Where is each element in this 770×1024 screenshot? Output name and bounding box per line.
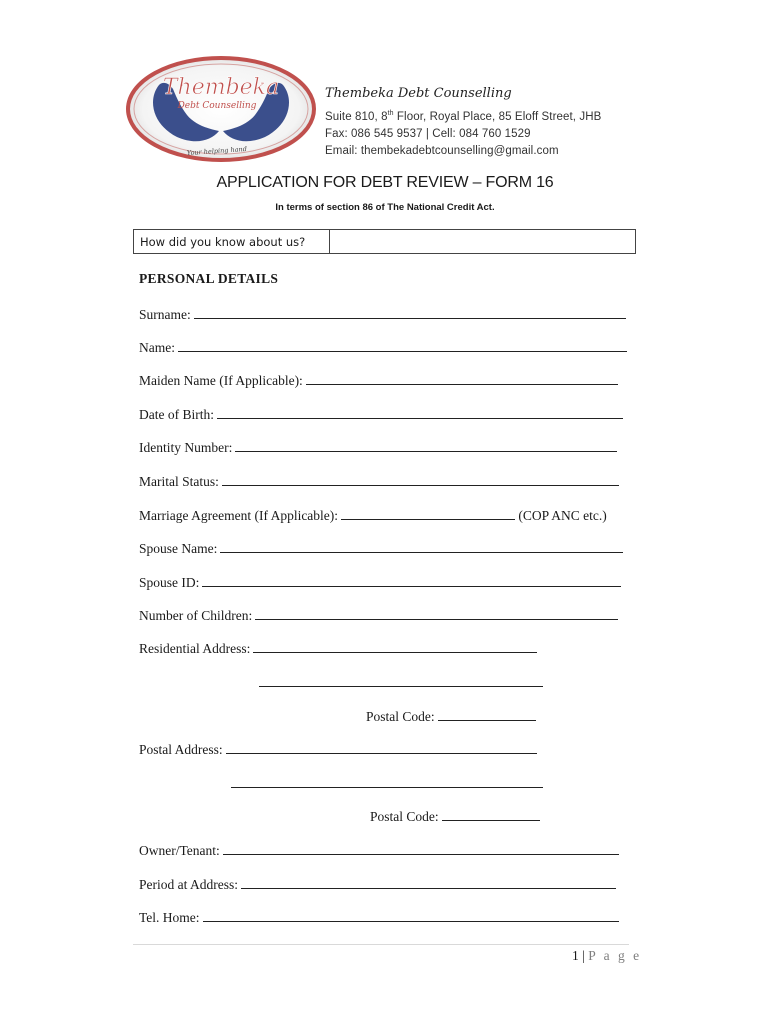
tel-home-field[interactable] xyxy=(139,909,619,926)
postal-postal-code-label: Postal Code: xyxy=(370,809,439,824)
name-label: Name: xyxy=(139,340,175,355)
maiden-name-field[interactable] xyxy=(139,372,618,389)
logo-sub: Debt Counselling xyxy=(177,101,257,111)
spouse-name-line[interactable] xyxy=(220,540,623,553)
page-separator: | xyxy=(582,948,585,963)
postal-address-field[interactable] xyxy=(139,741,537,758)
name-line[interactable] xyxy=(178,339,627,352)
owner-tenant-line[interactable] xyxy=(223,842,619,855)
postal-address-label: Postal Address: xyxy=(139,742,223,757)
residential-address-line-1[interactable] xyxy=(253,640,537,653)
id-number-field[interactable] xyxy=(139,439,617,456)
surname-line[interactable] xyxy=(194,306,626,319)
marriage-agreement-label: Marriage Agreement (If Applicable): xyxy=(139,508,339,523)
postal-address-line-2[interactable] xyxy=(231,775,543,792)
page-label: P a g e xyxy=(588,948,642,963)
id-number-line[interactable] xyxy=(235,439,617,452)
logo-tagline: Your helping hand xyxy=(186,144,248,158)
company-address: Suite 810, 8th Floor, Royal Place, 85 Eloff Street, JHB xyxy=(325,110,602,123)
marital-status-field[interactable] xyxy=(139,473,619,490)
page-number: 1 xyxy=(572,948,579,963)
referral-box xyxy=(133,229,636,254)
referral-label: How did you know about us? xyxy=(134,230,330,253)
page-footer xyxy=(572,948,642,964)
form-subtitle: In terms of section 86 of The National Credit Act. xyxy=(275,202,495,213)
residential-postal-code-line[interactable] xyxy=(438,708,536,721)
children-field[interactable] xyxy=(139,607,618,624)
tel-home-line[interactable] xyxy=(203,909,619,922)
period-at-address-field[interactable] xyxy=(139,876,616,893)
spouse-name-field[interactable] xyxy=(139,540,623,557)
marriage-agreement-suffix: (COP ANC etc.) xyxy=(518,508,607,523)
company-name: Thembeka Debt Counselling xyxy=(325,86,512,101)
marriage-agreement-line[interactable] xyxy=(341,507,515,520)
name-field[interactable] xyxy=(139,339,627,356)
dob-field[interactable] xyxy=(139,406,623,423)
maiden-name-label: Maiden Name (If Applicable): xyxy=(139,373,303,388)
tel-home-label: Tel. Home: xyxy=(139,910,200,925)
marriage-agreement-field[interactable] xyxy=(139,507,607,524)
postal-postal-code-line[interactable] xyxy=(442,808,540,821)
period-at-address-line[interactable] xyxy=(241,876,616,889)
company-contact: Fax: 086 545 9537 | Cell: 084 760 1529 xyxy=(325,127,531,140)
period-at-address-label: Period at Address: xyxy=(139,877,238,892)
residential-postal-code-field[interactable] xyxy=(366,708,536,725)
residential-postal-code-label: Postal Code: xyxy=(366,709,435,724)
children-line[interactable] xyxy=(255,607,618,620)
surname-field[interactable] xyxy=(139,306,626,323)
postal-address-line-1[interactable] xyxy=(226,741,537,754)
surname-label: Surname: xyxy=(139,307,191,322)
maiden-name-line[interactable] xyxy=(306,372,618,385)
referral-input[interactable] xyxy=(330,230,635,253)
form-title: APPLICATION FOR DEBT REVIEW – FORM 16 xyxy=(216,174,554,191)
residential-address-label: Residential Address: xyxy=(139,641,251,656)
section-heading-personal-details: PERSONAL DETAILS xyxy=(139,271,279,286)
spouse-name-label: Spouse Name: xyxy=(139,541,218,556)
children-label: Number of Children: xyxy=(139,608,253,623)
id-number-label: Identity Number: xyxy=(139,440,233,455)
marital-status-label: Marital Status: xyxy=(139,474,219,489)
logo-brand: Thembeka xyxy=(162,75,280,100)
spouse-id-field[interactable] xyxy=(139,574,621,591)
postal-postal-code-field[interactable] xyxy=(370,808,540,825)
dob-label: Date of Birth: xyxy=(139,407,214,422)
residential-address-field[interactable] xyxy=(139,640,537,657)
dob-line[interactable] xyxy=(217,406,623,419)
owner-tenant-field[interactable] xyxy=(139,842,619,859)
owner-tenant-label: Owner/Tenant: xyxy=(139,843,220,858)
spouse-id-line[interactable] xyxy=(202,574,621,587)
residential-address-line-2[interactable] xyxy=(259,674,543,691)
thembeka-logo xyxy=(125,55,317,163)
footer-divider xyxy=(133,944,629,945)
company-info xyxy=(325,86,601,160)
spouse-id-label: Spouse ID: xyxy=(139,575,200,590)
marital-status-line[interactable] xyxy=(222,473,619,486)
company-email: Email: thembekadebtcounselling@gmail.com xyxy=(325,144,559,157)
